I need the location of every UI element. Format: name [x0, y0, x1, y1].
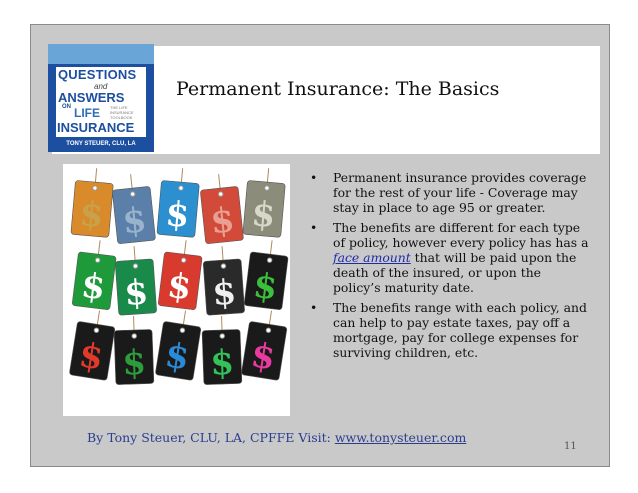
dollar-sign: $ [251, 265, 280, 309]
footer [87, 430, 466, 445]
bullet-item [310, 170, 590, 215]
bullet-text-1: Permanent insurance provides coverage for the rest of your life - Coverage may stay in place to age 95 or greater. [333, 170, 587, 215]
book-cover-title-area [56, 67, 146, 137]
dollar-tag [114, 245, 157, 315]
page-number: 11 [564, 441, 577, 452]
slide-title: Permanent Insurance: The Basics [176, 78, 500, 100]
dollar-sign: $ [121, 342, 147, 384]
face-amount-link[interactable]: face amount [333, 250, 411, 265]
dollar-sign: $ [165, 265, 194, 309]
dollar-sign: $ [162, 335, 193, 379]
dollar-tag [199, 172, 244, 244]
dollar-tag [241, 307, 289, 380]
dollar-tag [202, 315, 242, 384]
dollar-tag [71, 166, 115, 237]
bullet-text-2a: The benefits are different for each type of policy, however every policy has has a [333, 220, 589, 250]
dollar-sign: $ [250, 193, 278, 236]
dollar-tag [69, 307, 117, 380]
dollar-tag [114, 315, 154, 384]
dollar-tags-illustration [63, 164, 290, 416]
dollar-tag [72, 238, 118, 310]
dollar-sign: $ [123, 272, 150, 314]
bullet-item [310, 300, 590, 360]
dollar-tag [158, 238, 204, 310]
dollar-tag [157, 166, 201, 237]
bullet-dot: • [310, 300, 318, 315]
book-title-insurance: INSURANCE [57, 120, 135, 135]
dollar-tag [155, 307, 203, 380]
dollar-tag [243, 166, 287, 237]
dollar-sign: $ [164, 193, 192, 236]
book-cover-image [48, 44, 154, 152]
book-title-questions: QUESTIONS [58, 67, 137, 82]
dollar-tag [244, 238, 290, 310]
website-link[interactable]: www.tonysteuer.com [334, 430, 467, 445]
dollar-sign: $ [248, 335, 279, 379]
book-cover-stripe [48, 44, 154, 64]
book-subtitle: THE LIFE INSURANCE TOOLBOOK [110, 105, 134, 120]
dollar-sign: $ [208, 199, 237, 243]
book-title-and: and [94, 82, 108, 91]
dollar-tags-image [63, 164, 290, 416]
dollar-sign: $ [79, 265, 108, 309]
bullet-list [310, 170, 590, 365]
bullet-text-3: The benefits range with each policy, and can help to pay estate taxes, pay off a mortgage, pay for college expenses for surviving children, etc. [333, 300, 587, 360]
footer-author: By Tony Steuer, CLU, LA, CPFFE Visit: [87, 430, 335, 445]
dollar-sign: $ [211, 272, 238, 314]
dollar-sign: $ [209, 342, 235, 384]
dollar-sign: $ [120, 199, 149, 243]
bullet-item [310, 220, 590, 295]
book-author: TONY STEUER, CLU, LA [66, 141, 136, 147]
bullet-dot: • [310, 170, 318, 185]
bullet-text-2b: that will be paid upon the death of the insured, or upon the policy’s maturity date. [333, 250, 577, 295]
dollar-sign: $ [76, 335, 107, 379]
dollar-tag [202, 245, 245, 315]
dollar-sign: $ [78, 193, 106, 236]
dollar-tag [111, 172, 156, 244]
book-title-on: ON [62, 104, 71, 110]
book-title-answers: ANSWERS [58, 90, 125, 105]
bullet-dot: • [310, 220, 318, 235]
book-title-life: LIFE [74, 106, 100, 120]
